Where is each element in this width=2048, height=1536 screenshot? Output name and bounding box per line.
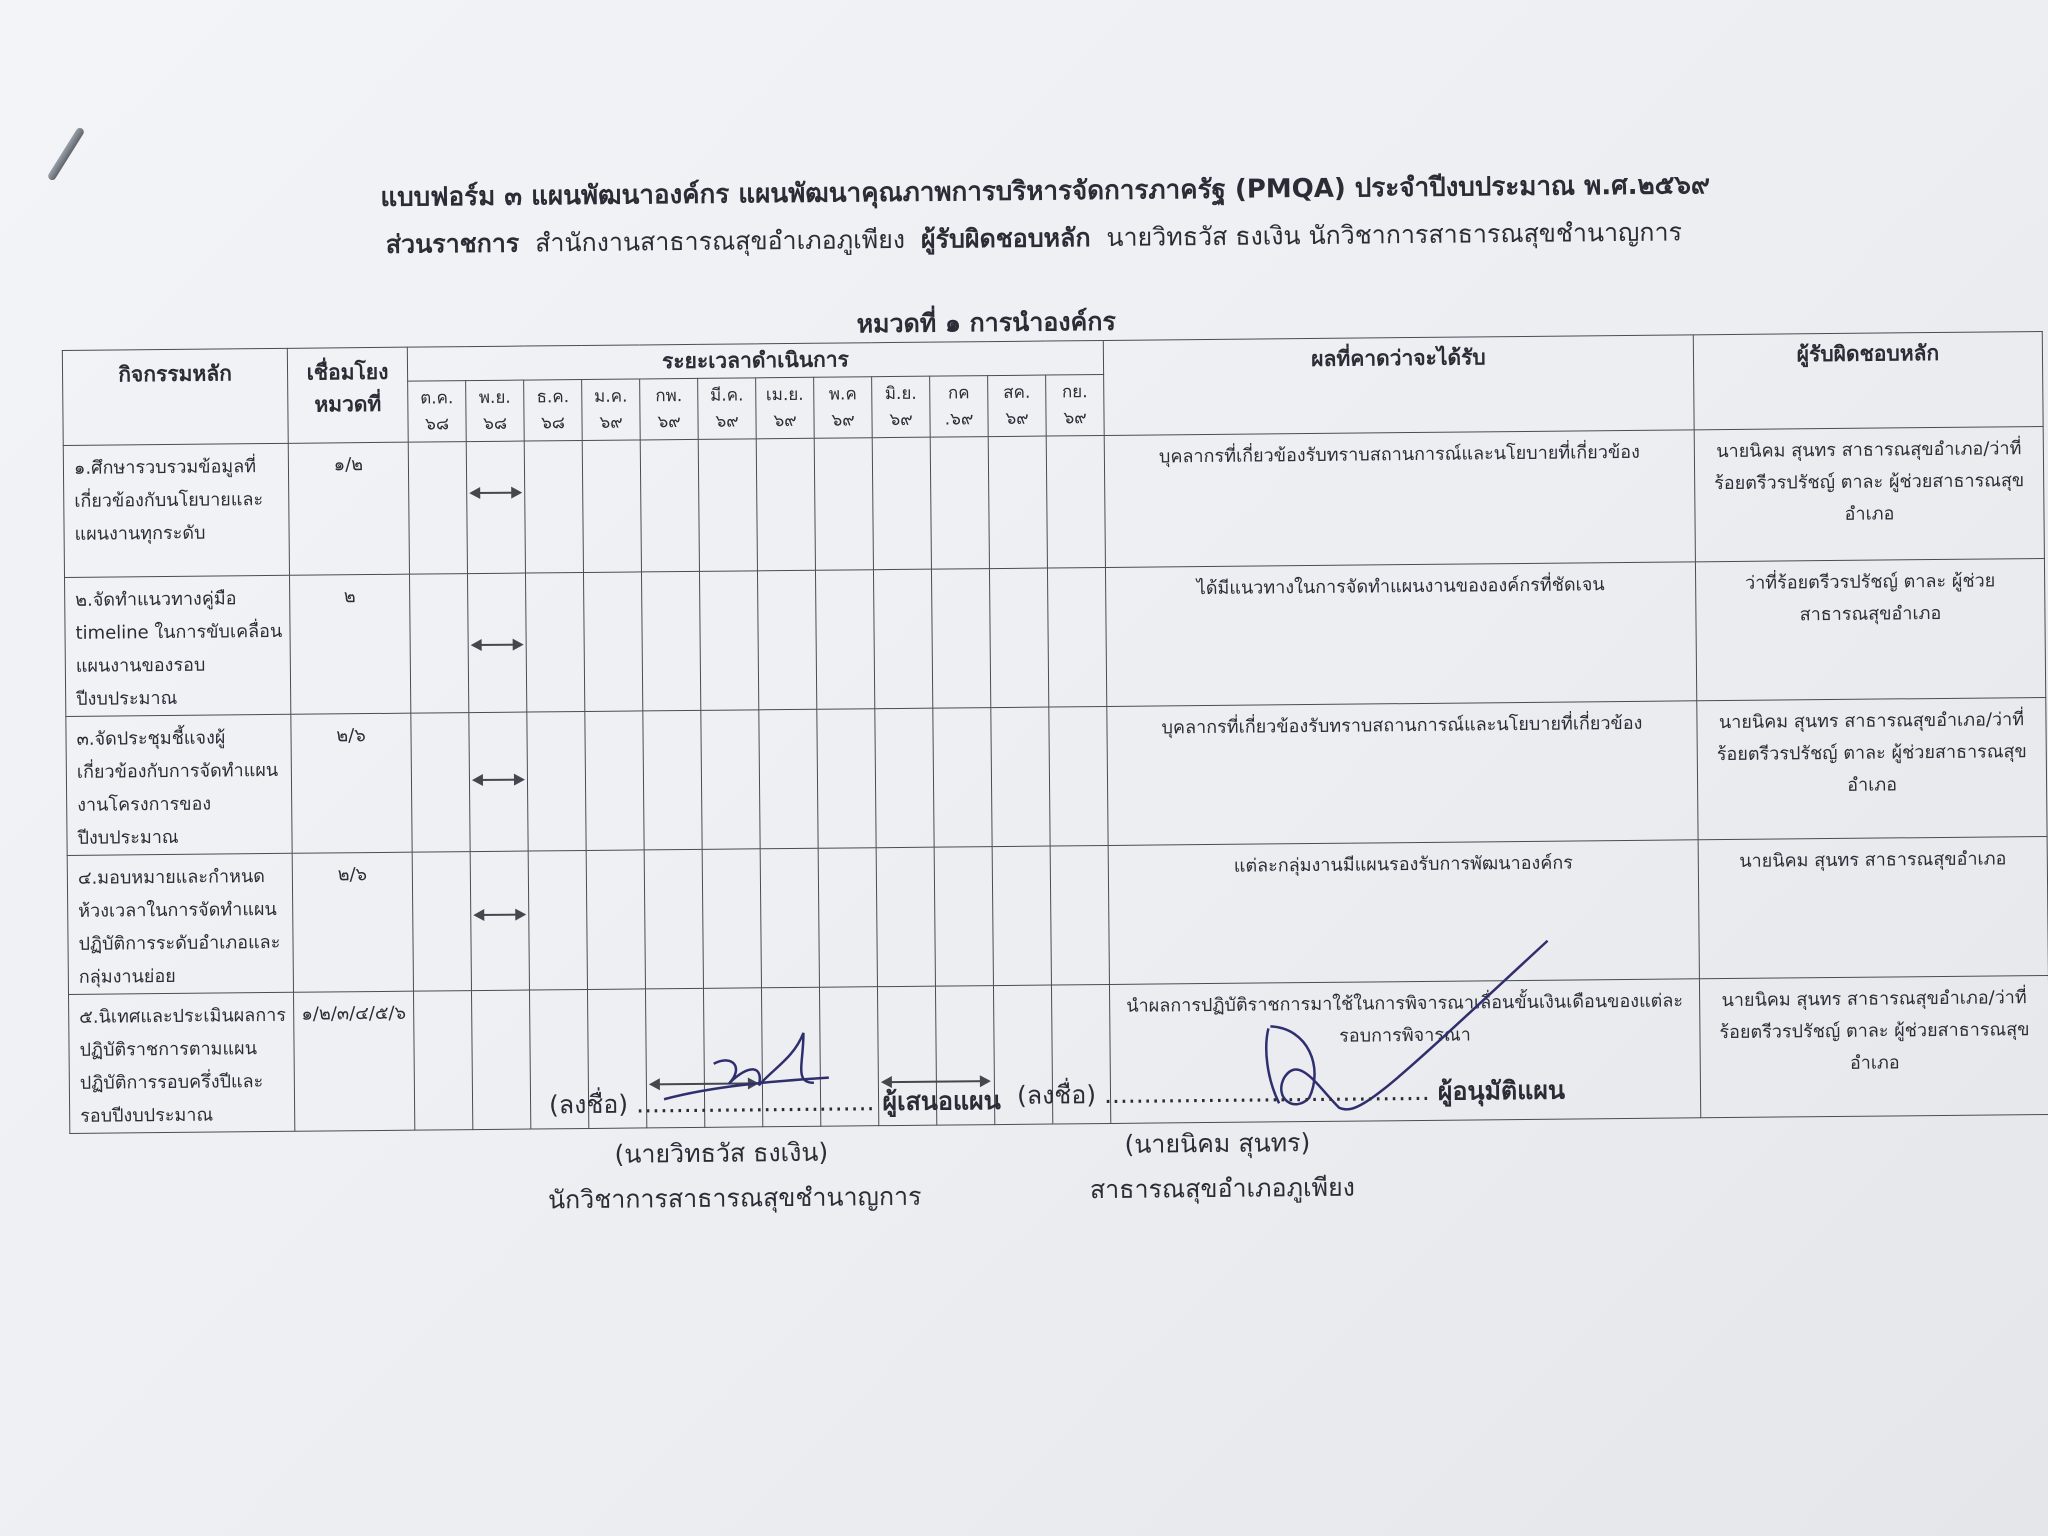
left-sign-prefix: (ลงชื่อ) .............................. — [548, 1087, 875, 1120]
activity-cell: ๕.นิเทศและประเมินผลการปฏิบัติราชการตามแผนปฏิบัติการรอบครึ่งปีและรอบปีงบประมาณ — [69, 992, 295, 1133]
month-cell — [698, 439, 757, 572]
month-cell — [1046, 435, 1105, 568]
timeline-arrow — [471, 908, 528, 923]
month-cell — [408, 442, 467, 575]
month-header: ธ.ค. ๖๘ — [524, 380, 583, 442]
activity-cell: ๓.จัดประชุมชี้แจงผู้เกี่ยวข้องกับการจัดทำแผนงานโครงการของปีงบประมาณ — [66, 714, 292, 855]
month-header: กย. ๖๙ — [1046, 374, 1105, 436]
left-sign-role: ผู้เสนอแผน — [882, 1086, 1001, 1117]
month-cell — [876, 847, 935, 987]
month-cell — [1047, 567, 1106, 707]
link-cell: ๑/๒/๓/๔/๕/๖ — [294, 991, 415, 1131]
month-cell — [991, 707, 1050, 847]
month-cell — [992, 846, 1051, 986]
month-header: กพ. ๖๙ — [640, 378, 699, 440]
month-cell — [585, 711, 644, 851]
month-header: พ.ค ๖๙ — [814, 377, 873, 439]
month-header: กค .๖๙ — [930, 376, 989, 438]
month-header: มิ.ย. ๖๙ — [872, 376, 931, 438]
month-cell — [814, 438, 873, 571]
timeline-arrow — [469, 638, 526, 653]
plan-table — [62, 331, 2048, 1134]
month-cell — [524, 441, 583, 574]
month-cell — [470, 851, 529, 991]
month-cell — [701, 710, 760, 850]
month-cell — [931, 569, 990, 709]
agency-line — [386, 211, 1786, 264]
header-responsible: ผู้รับผิดชอบหลัก — [1693, 331, 2043, 429]
month-cell — [930, 437, 989, 570]
month-cell — [817, 709, 876, 849]
month-cell — [527, 711, 586, 851]
month-header: มี.ค. ๖๙ — [698, 378, 757, 440]
month-cell — [934, 847, 993, 987]
month-cell — [872, 437, 931, 570]
month-header: เม.ย. ๖๙ — [756, 377, 815, 439]
month-cell — [760, 848, 819, 988]
month-cell — [467, 573, 526, 713]
month-cell — [469, 712, 528, 852]
activity-cell: ๔.มอบหมายและกำหนดห้วงเวลาในการจัดทำแผนปฏิบัติการระดับอำเภอและกลุ่มงานย่อย — [67, 853, 293, 994]
right-sign-role: ผู้อนุมัติแผน — [1437, 1075, 1566, 1106]
month-cell — [411, 713, 470, 853]
month-cell — [412, 852, 471, 992]
link-cell: ๒/๖ — [292, 852, 413, 992]
right-sign-line — [1017, 1071, 1565, 1116]
right-sign-prefix: (ลงชื่อ) ......................................... — [1016, 1076, 1430, 1110]
result-cell: แต่ละกลุ่มงานมีแผนรองรับการพัฒนาองค์กร — [1108, 840, 1699, 985]
header-activity: กิจกรรมหลัก — [62, 348, 288, 445]
month-cell — [528, 850, 587, 990]
result-cell: บุคลากรที่เกี่ยวข้องรับทราบสถานการณ์และนโยบายที่เกี่ยวข้อง — [1107, 701, 1698, 846]
month-cell — [409, 574, 468, 714]
month-header: ต.ค. ๖๘ — [408, 381, 467, 443]
owner-cell: นายนิคม สุนทร สาธารณสุขอำเภอ/ว่าที่ร้อยตรีวรปรัชญ์ ตาละ ผู้ช่วยสาธารณสุขอำเภอ — [1697, 697, 2047, 839]
month-cell — [1049, 706, 1108, 846]
month-cell — [759, 709, 818, 849]
owner-label: ผู้รับผิดชอบหลัก — [920, 223, 1091, 254]
owner-name: นายวิทธวัส ธงเงิน นักวิชาการสาธารณสุขชำนาญการ — [1106, 217, 1683, 252]
month-cell — [699, 571, 758, 711]
table-row — [66, 697, 2047, 855]
timeline-arrow — [470, 773, 527, 788]
month-cell — [815, 570, 874, 710]
month-header: สค. ๖๙ — [988, 375, 1047, 437]
table-row — [67, 836, 2048, 994]
result-cell: นำผลการปฏิบัติราชการมาใช้ในการพิจารณาเลื่อนขั้นเงินเดือนของแต่ละรอบการพิจารณา — [1109, 979, 1700, 1124]
month-cell — [875, 708, 934, 848]
link-cell: ๒ — [289, 574, 410, 714]
activity-cell: ๑.ศึกษารวบรวมข้อมูลที่เกี่ยวข้องกับนโยบายและแผนงานทุกระดับ — [63, 443, 289, 577]
link-cell: ๑/๒ — [288, 442, 409, 575]
owner-cell: นายนิคม สุนทร สาธารณสุขอำเภอ/ว่าที่ร้อยตรีวรปรัชญ์ ตาละ ผู้ช่วยสาธารณสุขอำเภอ — [1694, 426, 2044, 561]
month-cell — [644, 849, 703, 989]
timeline-arrow — [467, 486, 524, 501]
month-cell — [757, 570, 816, 710]
month-cell — [756, 438, 815, 571]
owner-cell: นายนิคม สุนทร สาธารณสุขอำเภอ/ว่าที่ร้อยตรีวรปรัชญ์ ตาละ ผู้ช่วยสาธารณสุขอำเภอ — [1699, 975, 2048, 1117]
signature-section — [68, 1021, 2048, 1340]
table-row — [63, 426, 2044, 577]
month-cell — [583, 572, 642, 712]
agency-name: สำนักงานสาธารณสุขอำเภอภูเพียง — [535, 224, 906, 258]
month-cell — [933, 708, 992, 848]
month-cell — [643, 710, 702, 850]
result-cell: บุคลากรที่เกี่ยวข้องรับทราบสถานการณ์และนโยบายที่เกี่ยวข้อง — [1104, 430, 1695, 568]
month-header: พ.ย. ๖๘ — [466, 380, 525, 442]
right-signer-position: สาธารณสุขอำเภอภูเพียง — [1089, 1172, 1356, 1205]
activity-cell: ๒.จัดทำแนวทางคู่มือ timeline ในการขับเคลื่อนแผนงานของรอบปีงบประมาณ — [65, 575, 291, 716]
agency-label: ส่วนราชการ — [385, 228, 520, 259]
header-link-category: เชื่อมโยง หมวดที่ — [287, 347, 408, 443]
month-cell — [640, 439, 699, 572]
month-cell — [989, 568, 1048, 708]
month-cell — [818, 848, 877, 988]
left-sign-line — [549, 1081, 1001, 1125]
document-sheet — [60, 141, 2048, 1380]
category-title: หมวดที่ ๑ การนำองค์กร — [856, 306, 1116, 339]
month-cell — [466, 441, 525, 574]
month-cell — [702, 849, 761, 989]
left-signer-position: นักวิชาการสาธารณสุขชำนาญการ — [547, 1181, 922, 1215]
table-row — [65, 558, 2046, 716]
left-signer-name: (นายวิทธวัส ธงเงิน) — [614, 1137, 829, 1169]
result-cell: ได้มีแนวทางในการจัดทำแผนงานขององค์กรที่ชัดเจน — [1105, 562, 1696, 707]
header-timeline: ระยะเวลาดำเนินการ — [407, 340, 1103, 381]
header-expected-result: ผลที่คาดว่าจะได้รับ — [1103, 335, 1694, 436]
month-header: ม.ค. ๖๙ — [582, 379, 641, 441]
month-cell — [988, 436, 1047, 569]
month-cell — [873, 569, 932, 709]
month-cell — [641, 571, 700, 711]
right-signer-name: (นายนิคม สุนทร) — [1124, 1128, 1311, 1159]
month-cell — [1050, 845, 1109, 985]
link-cell: ๒/๖ — [291, 713, 412, 853]
month-cell — [586, 850, 645, 990]
month-cell — [525, 572, 584, 712]
month-cell — [582, 440, 641, 573]
owner-cell: ว่าที่ร้อยตรีวรปรัชญ์ ตาละ ผู้ช่วยสาธารณสุขอำเภอ — [1695, 558, 2045, 700]
form-title: แบบฟอร์ม ๓ แผนพัฒนาองค์กร แผนพัฒนาคุณภาพการบริหารจัดการภาครัฐ (PMQA) ประจำปีงบประมาณ พ.ศ.๒๕๖๙ — [380, 170, 1711, 213]
owner-cell: นายนิคม สุนทร สาธารณสุขอำเภอ — [1698, 836, 2048, 978]
